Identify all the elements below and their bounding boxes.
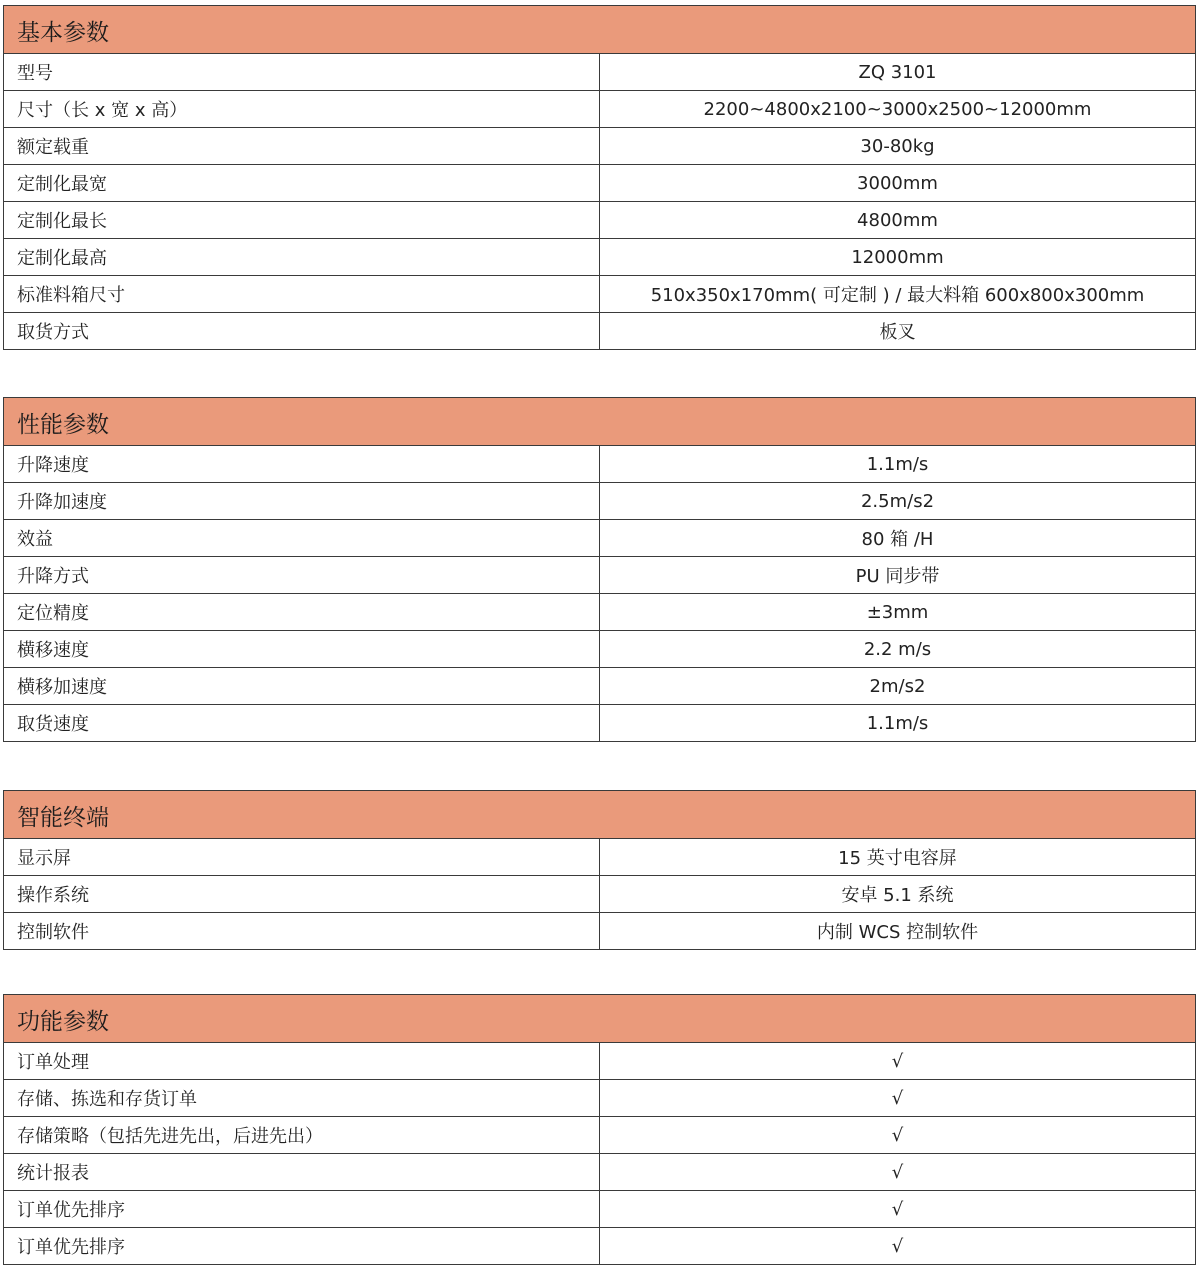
table-row: [4, 1080, 1196, 1117]
table-row: [4, 239, 1196, 276]
check-mark: √: [600, 1154, 1196, 1191]
row-value: 510x350x170mm( 可定制 ) / 最大料箱 600x800x300mm: [600, 276, 1196, 313]
basic-params-table: [3, 5, 1196, 350]
row-label: 操作系统: [4, 876, 600, 913]
table-row: [4, 913, 1196, 950]
table-row: [4, 54, 1196, 91]
performance-params-table: [3, 397, 1196, 742]
table-row: [4, 446, 1196, 483]
row-value: ±3mm: [600, 594, 1196, 631]
row-label: 存储、拣选和存货订单: [4, 1080, 600, 1117]
row-label: 型号: [4, 54, 600, 91]
row-label: 尺寸（长 x 宽 x 高）: [4, 91, 600, 128]
table-row: [4, 128, 1196, 165]
smart-terminal-table: [3, 790, 1196, 950]
table-row: [4, 1117, 1196, 1154]
function-params-table: [3, 994, 1196, 1265]
row-label: 显示屏: [4, 839, 600, 876]
row-label: 订单优先排序: [4, 1228, 600, 1265]
row-label: 效益: [4, 520, 600, 557]
row-value: 12000mm: [600, 239, 1196, 276]
row-label: 定位精度: [4, 594, 600, 631]
table-row: [4, 165, 1196, 202]
table-row: [4, 705, 1196, 742]
row-value: 3000mm: [600, 165, 1196, 202]
check-mark: √: [600, 1228, 1196, 1265]
table-row: [4, 1043, 1196, 1080]
table-row: [4, 839, 1196, 876]
row-value: 2m/s2: [600, 668, 1196, 705]
row-label: 订单优先排序: [4, 1191, 600, 1228]
row-value: 15 英寸电容屏: [600, 839, 1196, 876]
table-row: [4, 1191, 1196, 1228]
row-label: 存储策略（包括先进先出，后进先出）: [4, 1117, 600, 1154]
section-title: 功能参数: [4, 995, 1196, 1043]
row-label: 升降加速度: [4, 483, 600, 520]
check-mark: √: [600, 1117, 1196, 1154]
table-row: [4, 202, 1196, 239]
row-value: 1.1m/s: [600, 705, 1196, 742]
row-value: ZQ 3101: [600, 54, 1196, 91]
row-value: 30-80kg: [600, 128, 1196, 165]
row-label: 统计报表: [4, 1154, 600, 1191]
row-label: 定制化最宽: [4, 165, 600, 202]
row-value: PU 同步带: [600, 557, 1196, 594]
table-row: [4, 1228, 1196, 1265]
table-row: [4, 668, 1196, 705]
row-label: 横移加速度: [4, 668, 600, 705]
table-row: [4, 276, 1196, 313]
table-row: [4, 313, 1196, 350]
row-label: 升降速度: [4, 446, 600, 483]
row-label: 定制化最长: [4, 202, 600, 239]
row-label: 订单处理: [4, 1043, 600, 1080]
row-value: 板叉: [600, 313, 1196, 350]
section-header-row: [4, 995, 1196, 1043]
check-mark: √: [600, 1080, 1196, 1117]
row-label: 额定载重: [4, 128, 600, 165]
row-label: 控制软件: [4, 913, 600, 950]
row-value: 80 箱 /H: [600, 520, 1196, 557]
check-mark: √: [600, 1043, 1196, 1080]
section-header-row: [4, 791, 1196, 839]
row-label: 标准料箱尺寸: [4, 276, 600, 313]
table-row: [4, 91, 1196, 128]
row-label: 取货方式: [4, 313, 600, 350]
table-row: [4, 1154, 1196, 1191]
row-value: 4800mm: [600, 202, 1196, 239]
section-header-row: [4, 398, 1196, 446]
section-header-row: [4, 6, 1196, 54]
row-label: 升降方式: [4, 557, 600, 594]
table-row: [4, 483, 1196, 520]
section-title: 基本参数: [4, 6, 1196, 54]
section-title: 性能参数: [4, 398, 1196, 446]
row-label: 取货速度: [4, 705, 600, 742]
row-label: 定制化最高: [4, 239, 600, 276]
check-mark: √: [600, 1191, 1196, 1228]
table-row: [4, 520, 1196, 557]
row-value: 2200~4800x2100~3000x2500~12000mm: [600, 91, 1196, 128]
row-value: 1.1m/s: [600, 446, 1196, 483]
row-label: 横移速度: [4, 631, 600, 668]
section-title: 智能终端: [4, 791, 1196, 839]
table-row: [4, 631, 1196, 668]
table-row: [4, 557, 1196, 594]
row-value: 内制 WCS 控制软件: [600, 913, 1196, 950]
table-row: [4, 876, 1196, 913]
row-value: 2.2 m/s: [600, 631, 1196, 668]
row-value: 2.5m/s2: [600, 483, 1196, 520]
table-row: [4, 594, 1196, 631]
row-value: 安卓 5.1 系统: [600, 876, 1196, 913]
